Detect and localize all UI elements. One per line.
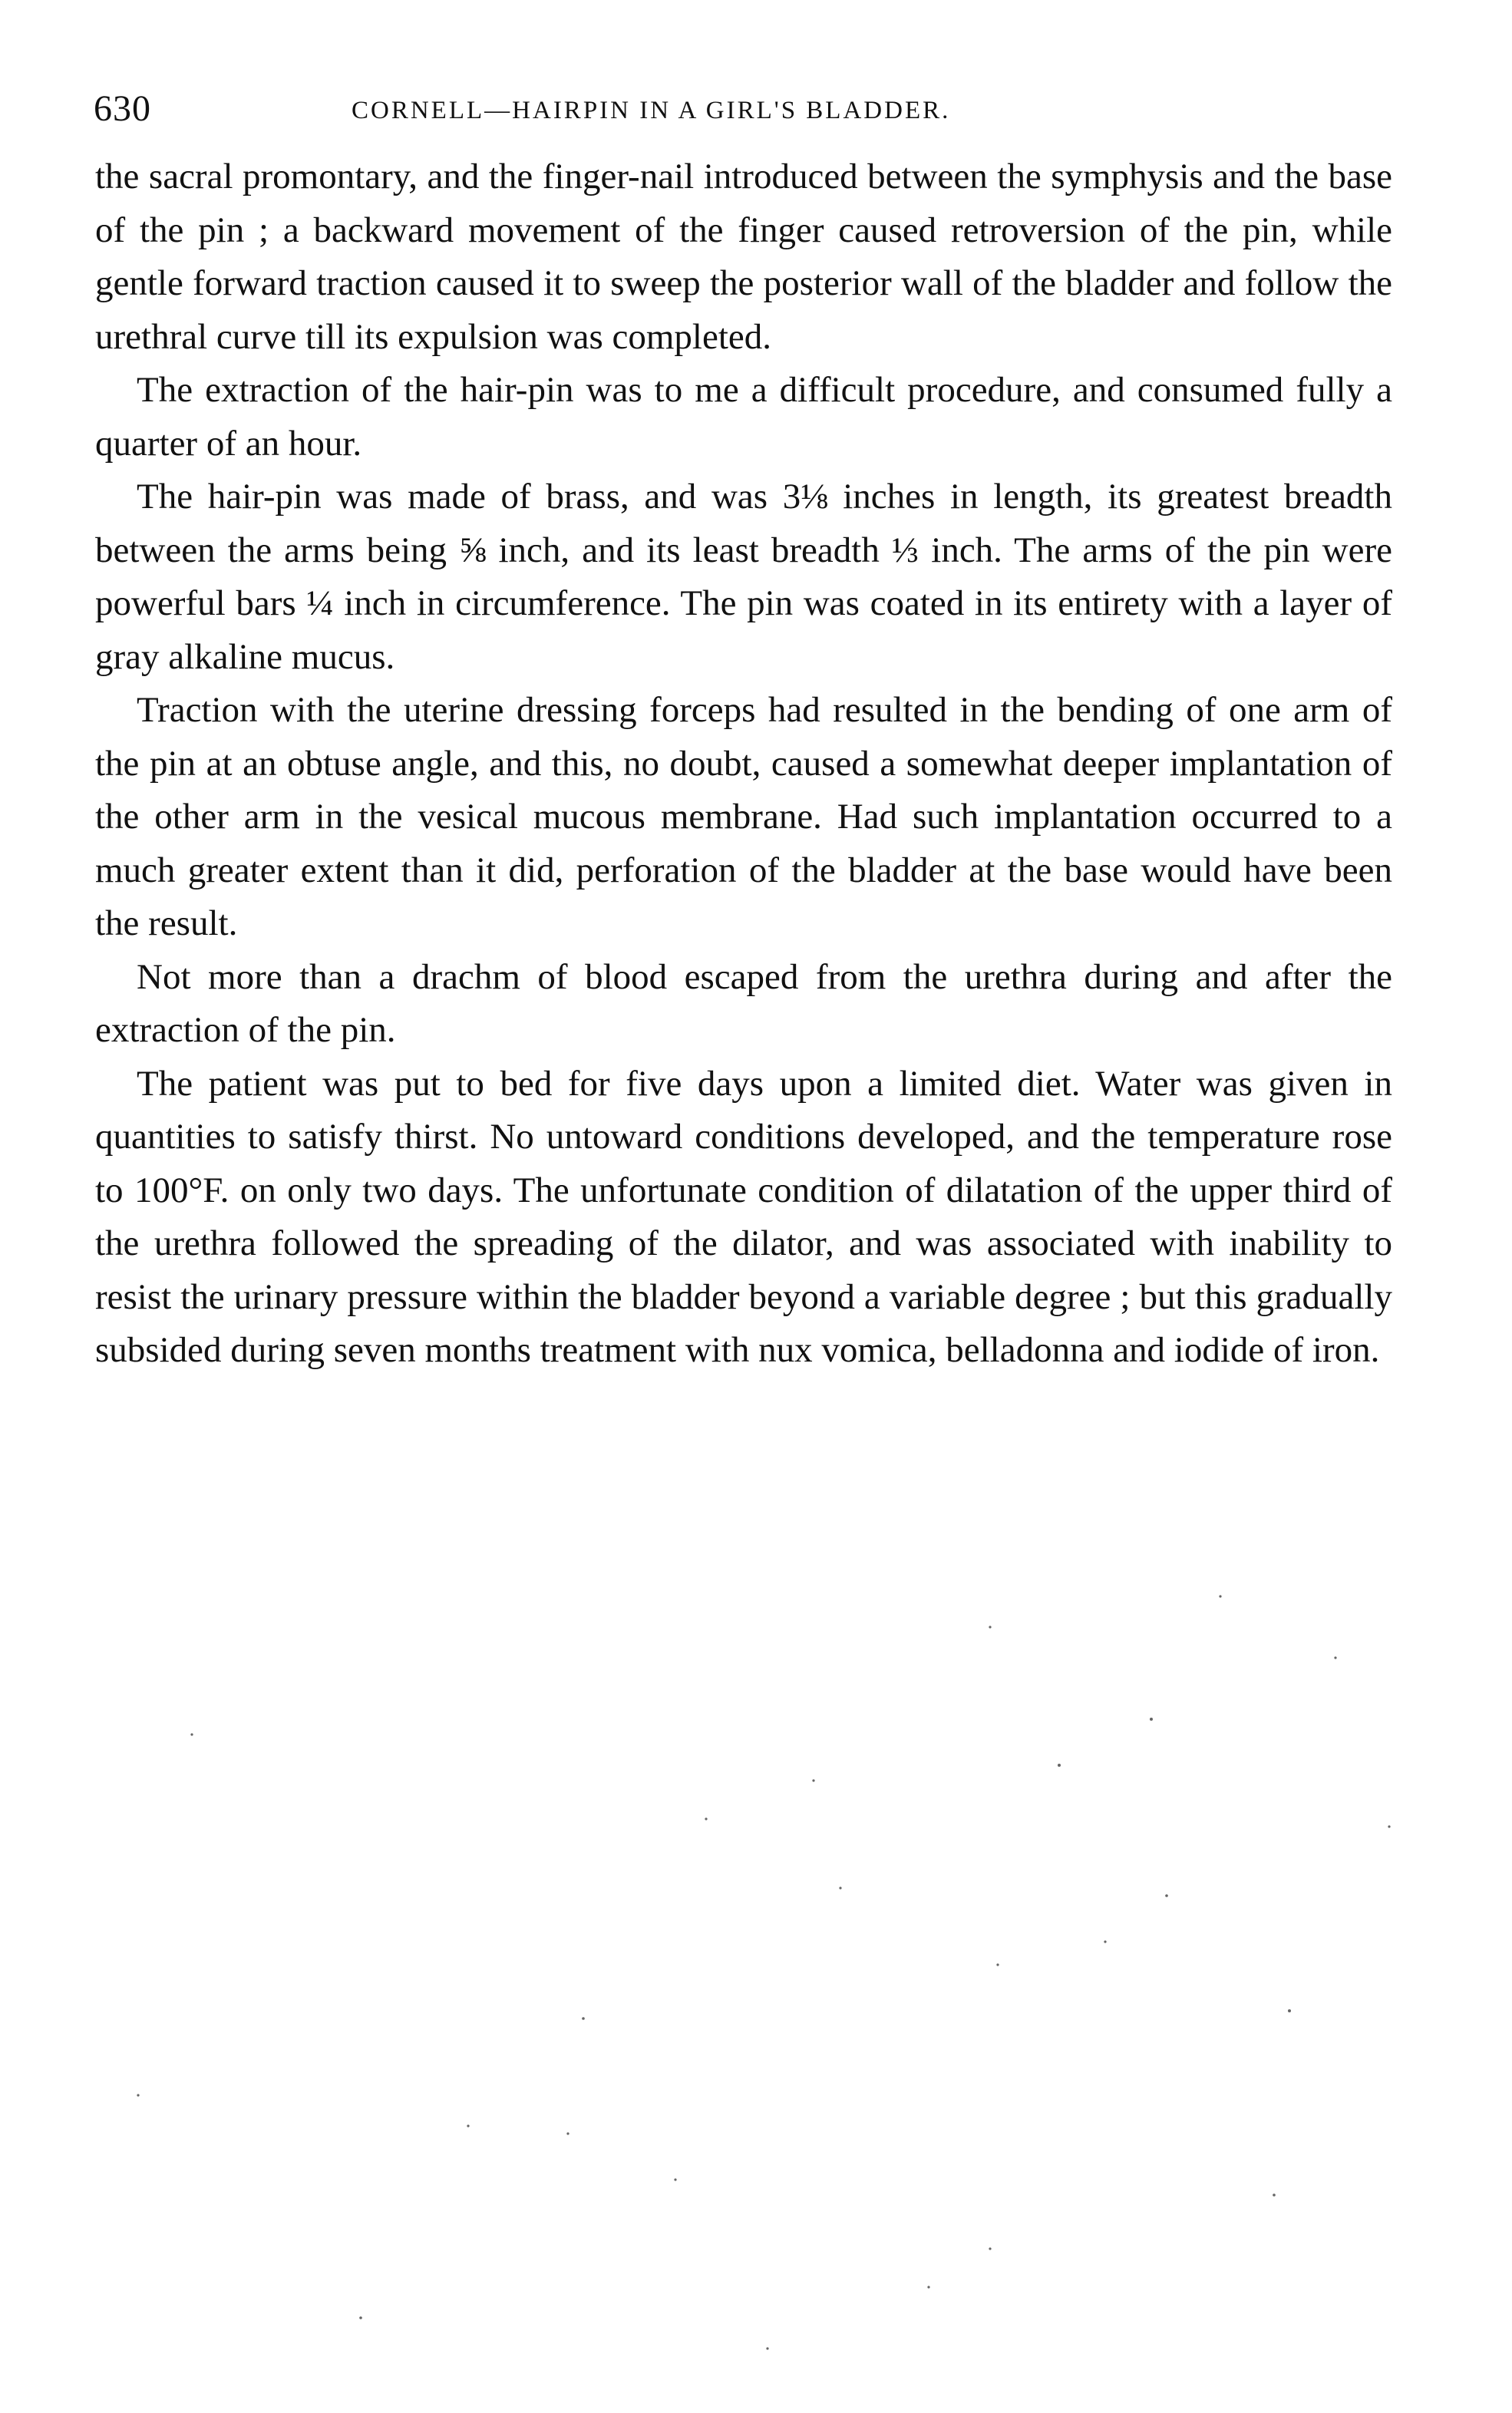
paragraph-pin-description: The hair-pin was made of brass, and was 3⅛ inches in length, its greatest breadth between the arms being ⅝ inch, and its least breadth ⅓ inch. The arms of the pin were powerful bars ¼ inch in circumference. The pin was coated in its entirety with a layer of gray alkaline mucus. [95,477,1392,677]
paragraph-recovery: The patient was put to bed for five days upon a limited diet. Water was given in quantities to satisfy thirst. No untoward conditions developed, and the temperature rose to 100°F. on only two days. The unfortunate condition of dilatation of the upper third of the urethra followed the spreading of the dilator, and was associated with inability to resist the urinary pressure within the bladder beyond a variable degree ; but this gradually subsided during seven months treatment with nux vomica, belladonna and iodide of iron. [95,1063,1392,1370]
body-text [95,150,1392,1378]
paragraph-continued: the sacral promontary, and the finger-nail introduced between the symphysis and the base of the pin ; a backward movement of the finger caused retroversion of the pin, while gentle forward traction caused it to sweep the posterior wall of the bladder and follow the urethral curve till its expulsion was completed. [95,157,1392,357]
page-number: 630 [94,88,151,129]
paragraph-traction: Traction with the uterine dressing forceps had resulted in the bending of one arm of the pin at an obtuse angle, and this, no doubt, caused a somewhat deeper implantation of the other arm in the vesical mucous membrane. Had such implantation occurred to a much greater extent than it did, perforation of the bladder at the base would have been the result. [95,690,1392,943]
paragraph-blood: Not more than a drachm of blood escaped from the urethra during and after the extraction of the pin. [95,956,1392,1050]
running-title: CORNELL—HAIRPIN IN A GIRL'S BLADDER. [352,97,951,124]
paragraph-extraction-duration: The extraction of the hair-pin was to me a difficult procedure, and consumed fully a quarter of an hour. [95,370,1392,464]
running-head [94,86,1398,132]
